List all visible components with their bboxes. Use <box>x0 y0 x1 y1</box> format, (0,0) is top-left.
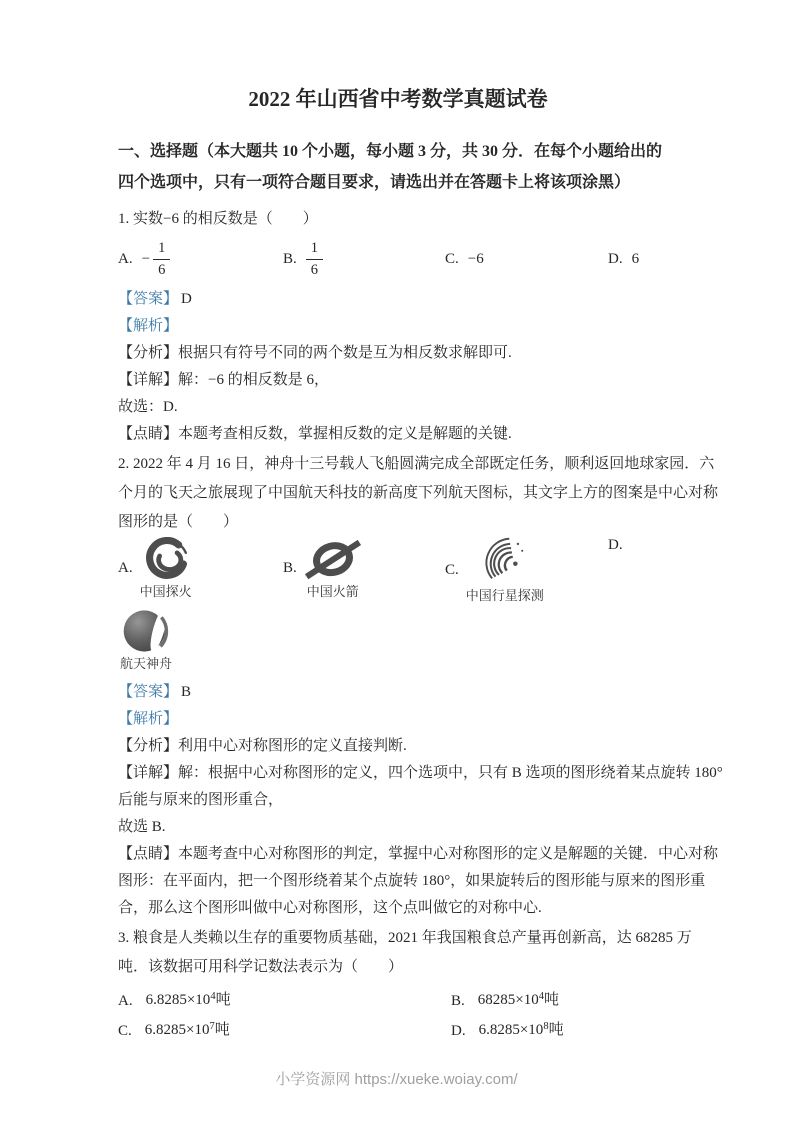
analysis-label: 【解析】 <box>118 318 179 334</box>
option-label: A. <box>118 993 133 1009</box>
question-3-options-row <box>118 1015 678 1045</box>
option-label: A. <box>118 250 133 267</box>
question-1-option-c <box>445 236 484 282</box>
fraction-denominator: 6 <box>158 261 166 278</box>
question-1-option-a <box>118 236 170 282</box>
question-3-option-c <box>118 1015 230 1047</box>
option-value: $6.8285\times 10^8$吨 <box>478 1021 564 1038</box>
logo-caption: 中国火箭 <box>306 584 359 599</box>
question-1-guxuan: 故选：D. <box>118 399 178 415</box>
china-rocket-logo-icon <box>304 537 362 583</box>
question-2-xiangjie-line: 【详解】解：根据中心对称图形的定义，四个选项中，只有 B 选项的图形绕着某点旋转 180° <box>118 765 723 781</box>
option-label: B. <box>283 250 297 267</box>
question-2-options-row <box>118 537 678 607</box>
question-2-option-c <box>445 537 544 604</box>
question-3-stem-line: 3. 粮食是人类赖以生存的重要物质基础，2021 年我国粮食总产量再创新高，达 68285 万 <box>118 930 692 946</box>
exponent: 7 <box>209 1021 215 1032</box>
china-mars-exploration-logo-icon <box>142 537 190 583</box>
question-1-option-d <box>608 236 639 282</box>
logo-caption: 航天神舟 <box>120 656 173 671</box>
answer-value: B <box>181 684 192 700</box>
page-title: 2022 年山西省中考数学真题试卷 <box>248 87 548 111</box>
question-2-dianjing-line: 【点睛】本题考查中心对称图形的判定，掌握中心对称图形的定义是解题的关键．中心对称 <box>118 846 719 862</box>
logo-caption: 中国探火 <box>139 584 192 599</box>
option-value: $6.8285\times 10^7$吨 <box>144 1021 230 1038</box>
analysis-label: 【解析】 <box>118 711 179 727</box>
option-label: C. <box>445 250 459 267</box>
question-3-option-d <box>451 1015 564 1047</box>
question-1-stem: 1. 实数−6 的相反数是（ ） <box>118 211 318 227</box>
question-3-option-b <box>451 985 559 1017</box>
option-label: A. <box>118 560 133 576</box>
question-2-stem-line: 个月的飞天之旅展现了中国航天科技的新高度下列航天图标，其文字上方的图案是中心对称 <box>118 485 719 501</box>
question-2-stem-line: 图形的是（ ） <box>118 514 239 530</box>
question-2-option-d-logo-row <box>118 607 678 679</box>
exponent: 4 <box>210 991 216 1002</box>
option-label: D. <box>608 537 623 553</box>
fraction <box>306 239 323 278</box>
option-value: $6.8285\times 10^4$吨 <box>145 991 231 1008</box>
question-2-xiangjie-line: 后能与原来的图形重合， <box>118 792 284 808</box>
china-planetary-exploration-logo-icon <box>483 537 527 587</box>
question-1 <box>118 204 678 234</box>
option-value: 6 <box>631 250 640 267</box>
shenzhou-spacecraft-logo-icon <box>122 607 170 655</box>
question-2 <box>118 450 719 537</box>
option-label: D. <box>608 250 623 267</box>
logo-box <box>466 537 544 604</box>
question-2-stem-line: 2. 2022 年 4 月 16 日，神舟十三号载人飞船圆满完成全部既定任务，顺利返回地球家园．六 <box>118 456 715 472</box>
logo-box <box>304 537 362 600</box>
answer-value: D <box>181 291 192 307</box>
question-1-analysis-label <box>118 313 678 340</box>
page-content <box>118 86 723 1045</box>
option-value: −6 <box>467 250 484 267</box>
question-1-dianjing: 【点睛】本题考查相反数，掌握相反数的定义是解题的关键. <box>118 426 512 442</box>
option-label: B. <box>283 560 297 576</box>
question-2-option-a <box>118 537 192 600</box>
fraction-numerator: 1 <box>306 239 323 259</box>
answer-label: 【答案】 <box>118 291 179 307</box>
question-1-fenxi: 【分析】根据只有符号不同的两个数是互为相反数求解即可. <box>118 345 512 361</box>
question-3-option-a <box>118 985 231 1017</box>
question-3 <box>118 924 692 982</box>
question-1-option-b <box>283 236 323 282</box>
answer-label: 【答案】 <box>118 684 179 700</box>
question-3-options-row <box>118 985 678 1015</box>
question-1-xiangjie: 【详解】解：−6 的相反数是 6， <box>118 372 329 388</box>
option-value: $68285\times 10^4$吨 <box>477 991 559 1008</box>
question-2-analysis-label <box>118 706 678 733</box>
section-heading-line: 四个选项中，只有一项符合题目要求，请选出并在答题卡上将该项涂黑） <box>118 174 631 191</box>
question-3-options <box>118 985 678 1045</box>
logo-box <box>120 607 172 672</box>
section-heading <box>118 136 678 198</box>
exponent: 8 <box>543 1021 549 1032</box>
question-2-answer-line <box>118 679 678 706</box>
question-2-fenxi: 【分析】利用中心对称图形的定义直接判断. <box>118 738 407 754</box>
question-1-options <box>118 236 678 282</box>
logo-caption: 中国行星探测 <box>465 588 544 603</box>
exponent: 4 <box>538 991 544 1002</box>
question-1-answer-line <box>118 286 678 313</box>
fraction <box>153 239 170 278</box>
fraction-denominator: 6 <box>310 261 319 278</box>
minus-sign: − <box>141 250 151 267</box>
logo-box <box>140 537 192 600</box>
question-2-option-b <box>283 537 362 600</box>
option-label: B. <box>451 993 465 1009</box>
option-label: C. <box>118 1023 132 1039</box>
question-2-option-d <box>608 537 623 554</box>
section-heading-line: 一、选择题（本大题共 10 个小题，每小题 3 分，共 30 分．在每个小题给出的 <box>118 143 663 160</box>
option-label: C. <box>445 562 459 578</box>
question-2-dianjing-line: 图形：在平面内，把一个图形绕着某个点旋转 180°，如果旋转后的图形能与原来的图形重 <box>118 873 706 889</box>
option-value-fraction <box>142 239 171 278</box>
footer-credit: 小学资源网 https://xueke.woiay.com/ <box>275 1071 518 1088</box>
question-2-dianjing-line: 合，那么这个图形叫做中心对称图形，这个点叫做它的对称中心. <box>118 900 542 916</box>
fraction-numerator: 1 <box>153 239 170 259</box>
question-3-stem-line: 吨．该数据可用科学记数法表示为（ ） <box>118 959 404 975</box>
question-2-guxuan: 故选 B. <box>118 819 166 835</box>
option-label: D. <box>451 1023 466 1039</box>
